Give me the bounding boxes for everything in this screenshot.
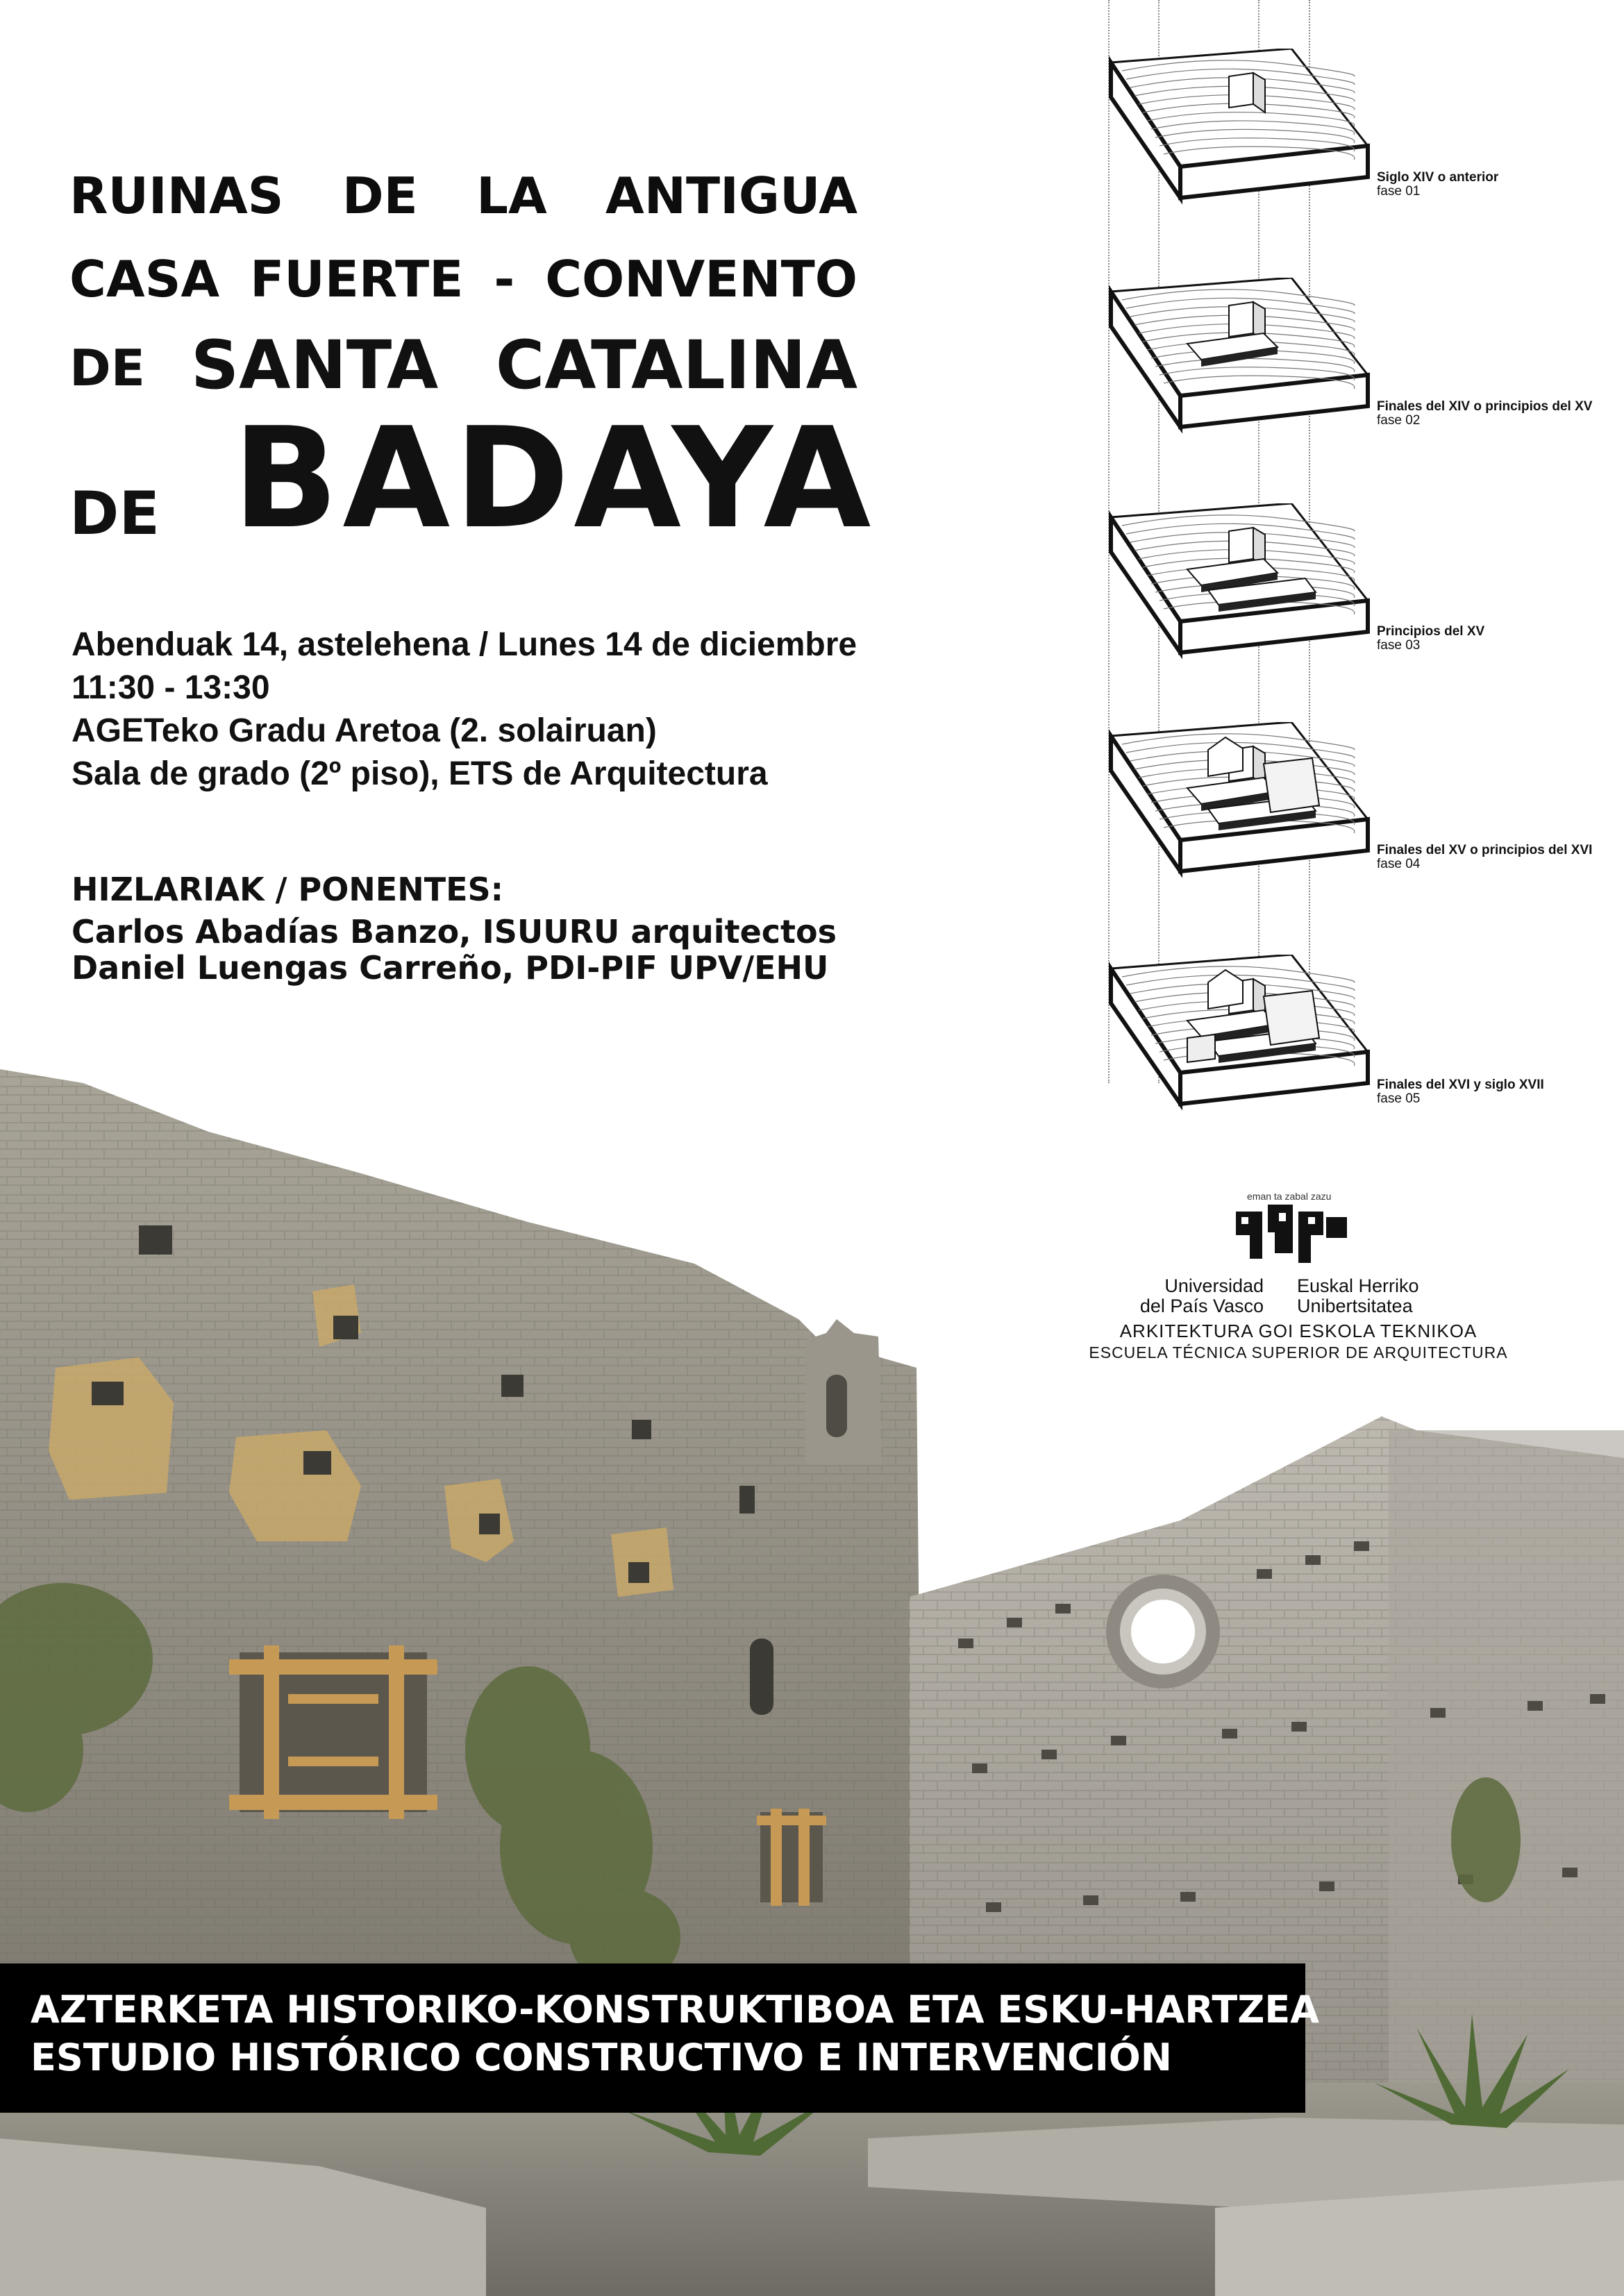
- title-line-4-prefix: DE: [69, 479, 160, 548]
- phase-number: fase 04: [1377, 857, 1421, 871]
- event-time: 11:30 - 13:30: [72, 669, 270, 706]
- phase-label-1: [1377, 171, 1498, 199]
- logo-motto: eman ta zabal zazu: [1247, 1191, 1332, 1202]
- phase-diagram-1: [1104, 49, 1396, 257]
- phase-number: fase 05: [1377, 1091, 1421, 1106]
- school-name-es: ESCUELA TÉCNICA SUPERIOR DE ARQUITECTURA: [1089, 1343, 1508, 1361]
- phase-label-4: [1377, 844, 1592, 871]
- phase-diagram-2: [1104, 278, 1396, 486]
- phase-title: Principios del XV: [1377, 624, 1485, 639]
- phase-number: fase 01: [1377, 184, 1421, 199]
- event-info: [72, 623, 857, 796]
- title-line-3-main: SANTA CATALINA: [191, 326, 857, 404]
- title-badaya: BADAYA: [233, 398, 876, 560]
- university-name-eu-1: Euskal Herriko: [1297, 1275, 1419, 1296]
- speaker-2: Daniel Luengas Carreño, PDI-PIF UPV/EHU: [72, 949, 829, 987]
- phase-number: fase 03: [1377, 638, 1421, 653]
- title-line-3-prefix: DE: [69, 339, 145, 397]
- speaker-1: Carlos Abadías Banzo, ISUURU arquitectos: [72, 913, 837, 950]
- school-name-eu: ARKITEKTURA GOI ESKOLA TEKNIKOA: [1119, 1321, 1477, 1341]
- phase-title: Finales del XVI y siglo XVII: [1377, 1078, 1544, 1092]
- phase-title: Siglo XIV o anterior: [1377, 170, 1499, 185]
- phase-title: Finales del XV o principios del XVI: [1377, 843, 1593, 857]
- phase-diagram-4: [1104, 722, 1396, 930]
- phase-title: Finales del XIV o principios del XV: [1377, 399, 1593, 414]
- phase-label-2: [1377, 400, 1592, 428]
- speakers-heading: HIZLARIAK / PONENTES:: [72, 871, 504, 908]
- banner-line-eu: AZTERKETA HISTORIKO-KONSTRUKTIBOA ETA ESKU-HARTZEA: [31, 1988, 1320, 2031]
- banner-line-es: ESTUDIO HISTÓRICO CONSTRUCTIVO E INTERVENCIÓN: [31, 2036, 1172, 2079]
- phase-label-3: [1377, 625, 1484, 653]
- university-name-es-1: Universidad: [1164, 1275, 1264, 1296]
- title-line-2: CASA FUERTE - CONVENTO: [69, 250, 857, 308]
- university-name-eu-2: Unibertsitatea: [1297, 1296, 1413, 1316]
- phase-diagram-3: [1104, 503, 1396, 712]
- event-venue-eu: AGETeko Gradu Aretoa (2. solairuan): [72, 712, 657, 749]
- phase-number: fase 02: [1377, 413, 1421, 428]
- title-line-1: RUINAS DE LA ANTIGUA: [69, 167, 857, 225]
- event-venue-es: Sala de grado (2º piso), ETS de Arquitectura: [72, 755, 768, 792]
- event-date: Abenduak 14, astelehena / Lunes 14 de diciembre: [72, 626, 857, 663]
- university-name-es-2: del País Vasco: [1139, 1296, 1264, 1316]
- speakers-block: [72, 868, 837, 986]
